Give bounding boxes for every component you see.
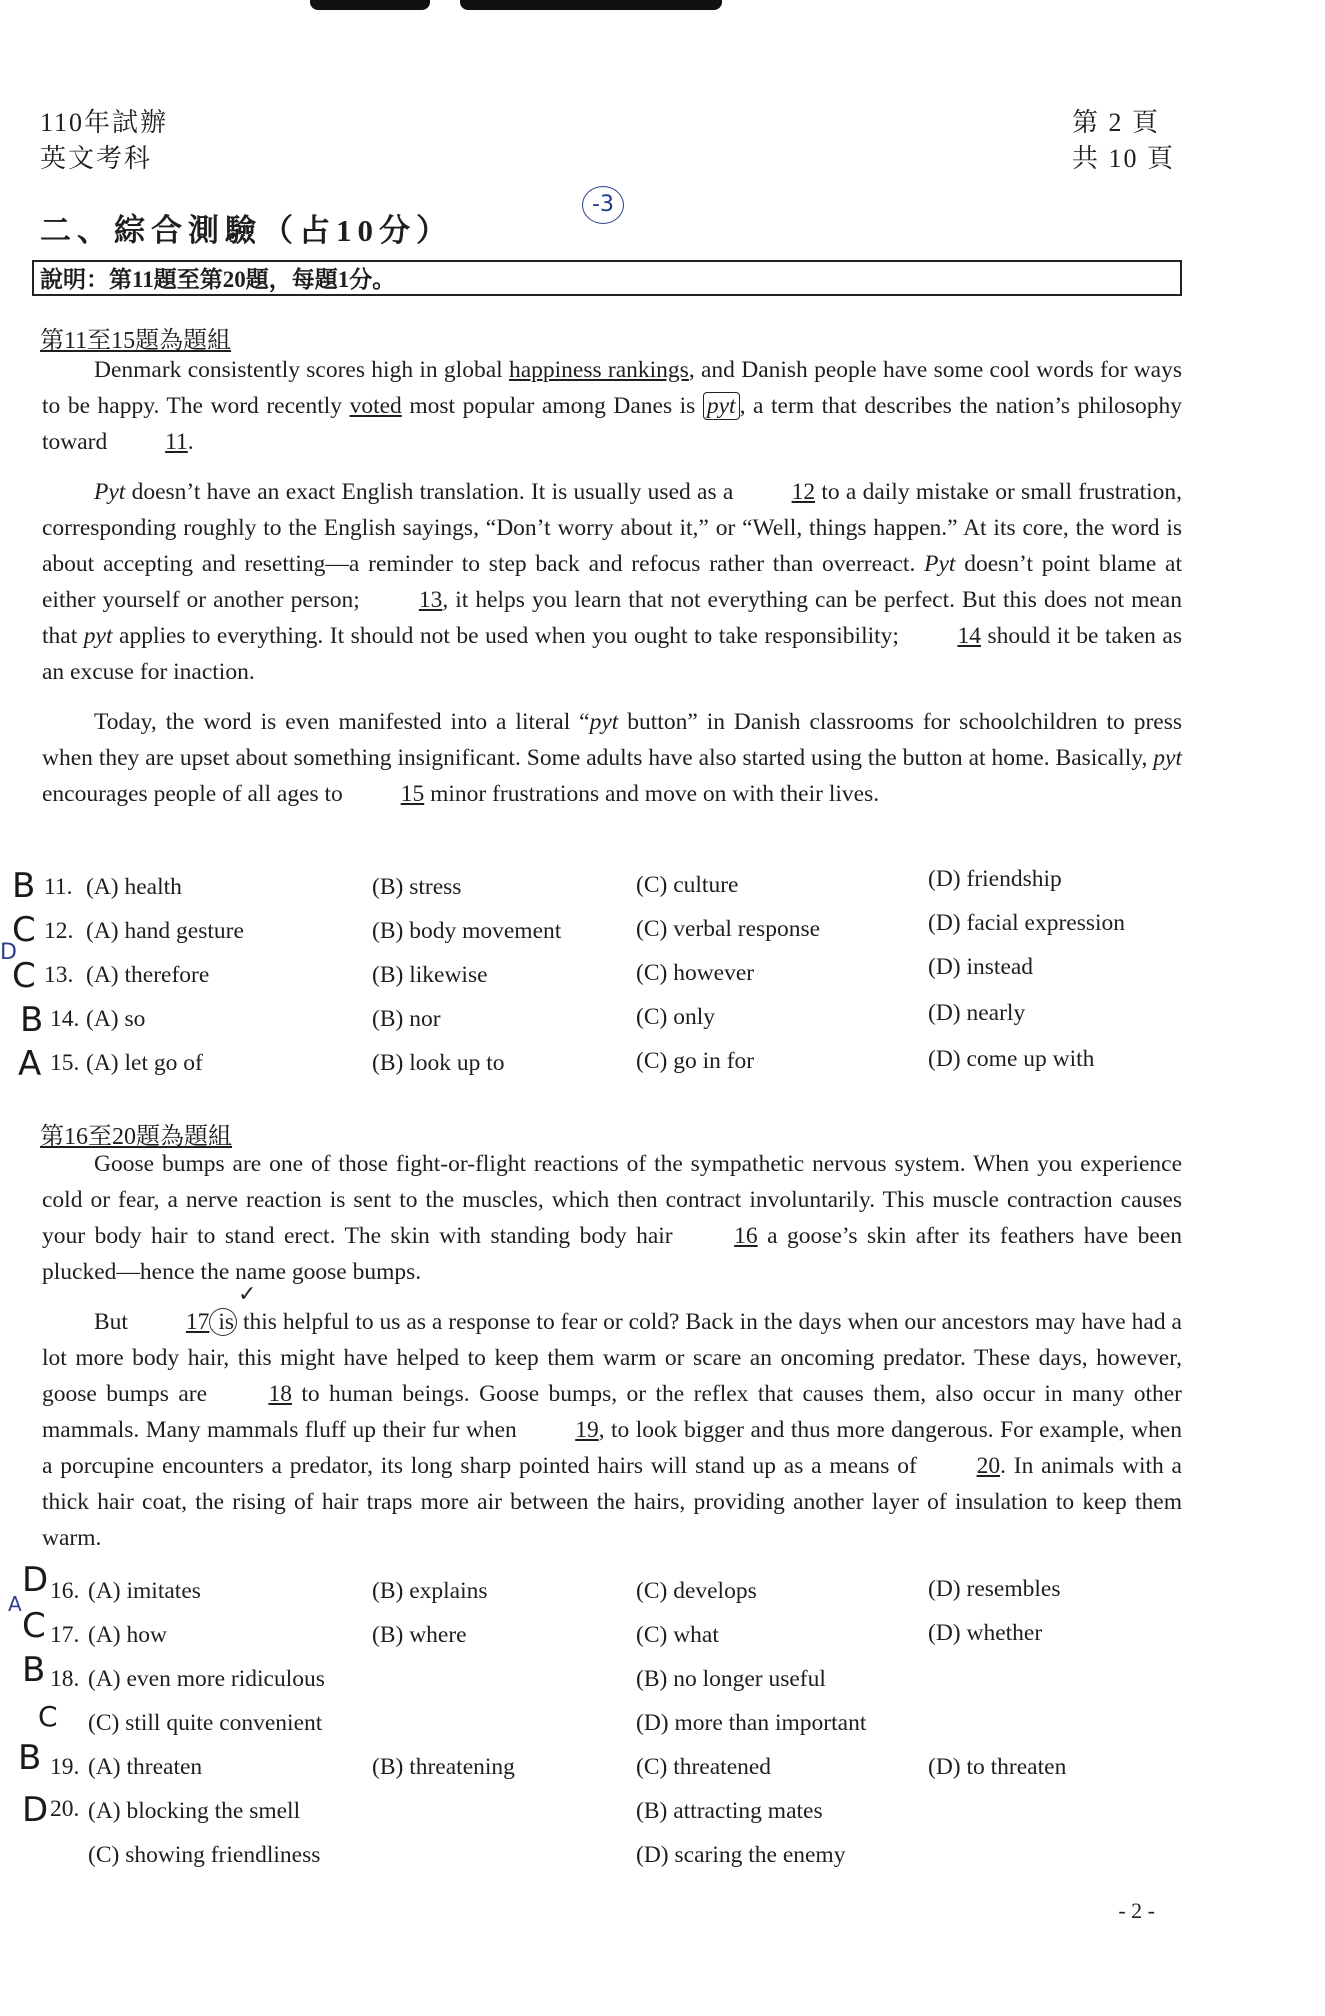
handwritten-answer: B — [22, 1650, 46, 1690]
group-label-11-15: 第11至15題為題組 — [40, 328, 232, 354]
blank-12: 12 — [791, 479, 816, 505]
option-c: (C) develops — [636, 1578, 757, 1604]
option-a: (A) how — [88, 1622, 167, 1648]
option-b: (B) explains — [372, 1578, 488, 1604]
option-a: (A) let go of — [86, 1050, 203, 1076]
option-c: (C) still quite convenient — [88, 1710, 323, 1736]
page-number: - 2 - — [1118, 1898, 1155, 1923]
blank-15: 15 — [400, 781, 425, 807]
option-d: (D) come up with — [928, 1046, 1095, 1072]
option-b: (B) threatening — [372, 1754, 515, 1780]
option-b: (B) body movement — [372, 918, 562, 944]
option-c: (C) what — [636, 1622, 719, 1648]
option-d: (D) nearly — [928, 1000, 1026, 1026]
option-c: (C) showing friendliness — [88, 1842, 321, 1868]
handwritten-correction: D — [0, 940, 17, 965]
option-c: (C) however — [636, 960, 755, 986]
handwritten-score: -3 — [582, 186, 624, 224]
option-b: (B) where — [372, 1622, 467, 1648]
option-a: (A) blocking the smell — [88, 1798, 301, 1824]
handwritten-answer: D — [22, 1790, 49, 1830]
handwritten-answer: D — [22, 1560, 49, 1600]
option-d: (D) scaring the enemy — [636, 1842, 846, 1868]
blank-14: 14 — [957, 623, 981, 649]
section-title: 二、綜合測驗（占10分） — [40, 213, 453, 248]
exam-year: 110年試辦 — [40, 108, 169, 137]
option-c: (C) go in for — [636, 1048, 755, 1074]
option-d: (D) whether — [928, 1620, 1043, 1646]
subject: 英文考科 — [40, 144, 153, 173]
option-d: (D) friendship — [928, 866, 1062, 892]
handwritten-correction: A — [8, 1592, 22, 1616]
paragraph: Denmark consistently scores high in global happiness rankings, and Danish people have some cool words for ways to be happy. The word recently voted most popular among Danes is pyt , a term that describes the nation’s philosophy toward 11. — [42, 352, 1182, 460]
option-a: (A) even more ridiculous — [88, 1666, 325, 1692]
handwritten-answer: B — [18, 1738, 42, 1778]
blank-11: 11 — [165, 429, 188, 455]
handwritten-answer: B — [12, 866, 36, 906]
top-scan-bar — [310, 0, 430, 10]
option-c: (C) verbal response — [636, 916, 821, 942]
group-label-16-20: 第16至20題為題組 — [40, 1124, 232, 1150]
passage-16-20 — [42, 1146, 1182, 1570]
option-b: (B) nor — [372, 1006, 441, 1032]
blank-17: 17 — [185, 1309, 210, 1335]
option-b: (B) no longer useful — [636, 1666, 826, 1692]
option-b: (B) attracting mates — [636, 1798, 823, 1824]
paragraph: Today, the word is even manifested into a literal “pyt button” in Danish classrooms for schoolchildren to press when they are upset about something insignificant. Some adults have also started using the button at home. Basically, pyt encourages people of all ages to 15 minor frustrations and move on with their lives. — [42, 704, 1182, 812]
handwritten-answer: C — [12, 910, 36, 950]
option-c: (C) threatened — [636, 1754, 772, 1780]
option-c: (C) culture — [636, 872, 739, 898]
paragraph: Goose bumps are one of those fight-or-flight reactions of the sympathetic nervous system. When you experience cold or fear, a nerve reaction is sent to the muscles, which then contract involuntarily. This muscle contraction causes your body hair to stand erect. The skin with standing body hair 16 a goose’s skin after its feathers have been plucked—hence the name goose bumps. — [42, 1151, 1182, 1285]
option-a: (A) so — [86, 1006, 146, 1032]
paragraph: But 17 is this helpful to us as a response to fear or cold? Back in the days when our ancestors may have had a lot more body hair, this might have helped to keep them warm or scare an oncoming predator. These days, however, goose bumps are 18 to human beings. Goose bumps, or the reflex that causes them, also occur in many other mammals. Many mammals fluff up their fur when 19, to look bigger and thus more dangerous. For example, when a porcupine encounters a predator, its long sharp pointed hairs will stand up as a means of 20. In animals with a thick hair coat, the rising of hair traps more air between the hairs, providing another layer of insulation to keep them warm. — [42, 1304, 1182, 1556]
option-d: (D) to threaten — [928, 1754, 1067, 1780]
option-b: (B) likewise — [372, 962, 488, 988]
blank-19: 19 — [575, 1417, 599, 1443]
blank-16: 16 — [734, 1223, 758, 1249]
option-d: (D) more than important — [636, 1710, 867, 1736]
handwritten-answer: A — [18, 1044, 42, 1084]
handwritten-answer: C — [22, 1606, 46, 1646]
blank-20: 20 — [976, 1453, 1001, 1479]
option-a: (A) threaten — [88, 1754, 203, 1780]
passage-11-15 — [42, 352, 1182, 826]
option-b: (B) stress — [372, 874, 462, 900]
option-a: (A) health — [86, 874, 182, 900]
blank-18: 18 — [268, 1381, 292, 1407]
option-b: (B) look up to — [372, 1050, 505, 1076]
total-pages-label: 共 10 頁 — [1072, 144, 1176, 173]
option-d: (D) instead — [928, 954, 1034, 980]
option-d: (D) facial expression — [928, 910, 1126, 936]
paragraph: Pyt doesn’t have an exact English translation. It is usually used as a 12 to a daily mistake or small frustration, corresponding roughly to the English sayings, “Don’t worry about it,” or “Well, things happen.” At its core, the word is about accepting and resetting—a reminder to step back and refocus rather than overreact. Pyt doesn’t point blame at either yourself or another person; 13, it helps you learn that not everything can be perfect. But this does not mean that pyt applies to everything. It should not be used when you ought to take responsibility; 14 should it be taken as an excuse for inaction. — [42, 474, 1182, 690]
option-a: (A) therefore — [86, 962, 210, 988]
page-label: 第 2 頁 — [1072, 108, 1161, 137]
option-d: (D) resembles — [928, 1576, 1061, 1602]
option-a: (A) imitates — [88, 1578, 201, 1604]
option-c: (C) only — [636, 1004, 715, 1030]
top-scan-bar — [460, 0, 722, 10]
option-a: (A) hand gesture — [86, 918, 244, 944]
blank-13: 13 — [418, 587, 443, 613]
handwritten-answer: C — [12, 956, 36, 996]
instruction-box: 說明：第11題至第20題，每題1分。 — [32, 260, 1182, 296]
handwritten-answer: B — [20, 1000, 44, 1040]
handwritten-side-mark: C — [38, 1700, 58, 1733]
exam-page: 110年試辦 英文考科 第 2 頁 共 10 頁 二、綜合測驗（占10分） -3 說明：第11題至第20題，每題1分。 第11至15題為題組 Denmark consistently scores high in global happiness rankings, and Danish people have some cool words for ways to be happy. The word recently voted most popular among Danes is pyt , a term that describes the nation’s philosophy toward 11. Pyt doesn’t have an exact English translation. It is usually used as a 12 to a daily mistake or small frustration, corresponding roughly to the English sayings, “Don’t worry about it,” or “Well, things happen.” At its core, the word is about accepting and resetting—a reminder to step back and refocus rather than overreact. Pyt doesn’t point blame at either yourself or another person; 13, it helps you learn that not everything can be perfect. But this does not mean that pyt applies to everything. It should not be used when you ought to take responsibility; 14 should it be taken as an excuse for inaction. Today, the word is even manifested into a literal “pyt button” in Danish classrooms for schoolchildren to press when they are upset about something insignificant. Some adults have also started using the button at home. Basically, pyt encourages people of all ages to 15 minor frustrations and move on with their lives. B 11. (A) health (B) stress (C) culture (D) friendship C 12. (A) hand gesture (B) body movement (C) verbal response (D) facial expression D C 13. (A) therefore (B) likewise (C) however (D) instead B 14. (A) so (B) nor (C) only (D) nearly A 15. (A) let go of (B) look up to (C) go in for (D) come up with 第16至20題為題組 Goose bumps are one of those fight-or-flight reactions of the sympathetic nervous system. When you experience cold or fear, a nerve reaction is sent to the muscles, which then contract involuntarily. This muscle contraction causes your body hair to stand erect. The skin with standing body hair 16 a goose’s skin after its feathers have been plucked—hence the name goose bumps. But 17 is this helpful to us as a response to fear or cold? Back in the days when our ancestors may have had a lot more body hair, this might have helped to keep them warm or scare an oncoming predator. These days, however, goose bumps are 18 to human beings. Goose bumps, or the reflex that causes them, also occur in many other mammals. Many mammals fluff up their fur when 19, to look bigger and thus more dangerous. For example, when a porcupine encounters a predator, its long sharp pointed hairs will stand up as a means of 20. In animals with a thick hair coat, the rising of hair traps more air between the hairs, providing another layer of insulation to keep them warm. ✓ D 16. (A) imitates (B) explains (C) develops (D) resembles A C 17. (A) how (B) where (C) what (D) whether B 18. (A) even more ridiculous (B) no longer useful C (C) still quite convenient (D) more than important B 19. (A) threaten (B) threatening (C) threatened (D) to threaten D 20. (A) blocking the smell (B) attracting mates (C) showing friendliness (D) scaring the enemy - 2 - — [0, 0, 1325, 2016]
tick-mark: ✓ — [238, 1282, 257, 1307]
